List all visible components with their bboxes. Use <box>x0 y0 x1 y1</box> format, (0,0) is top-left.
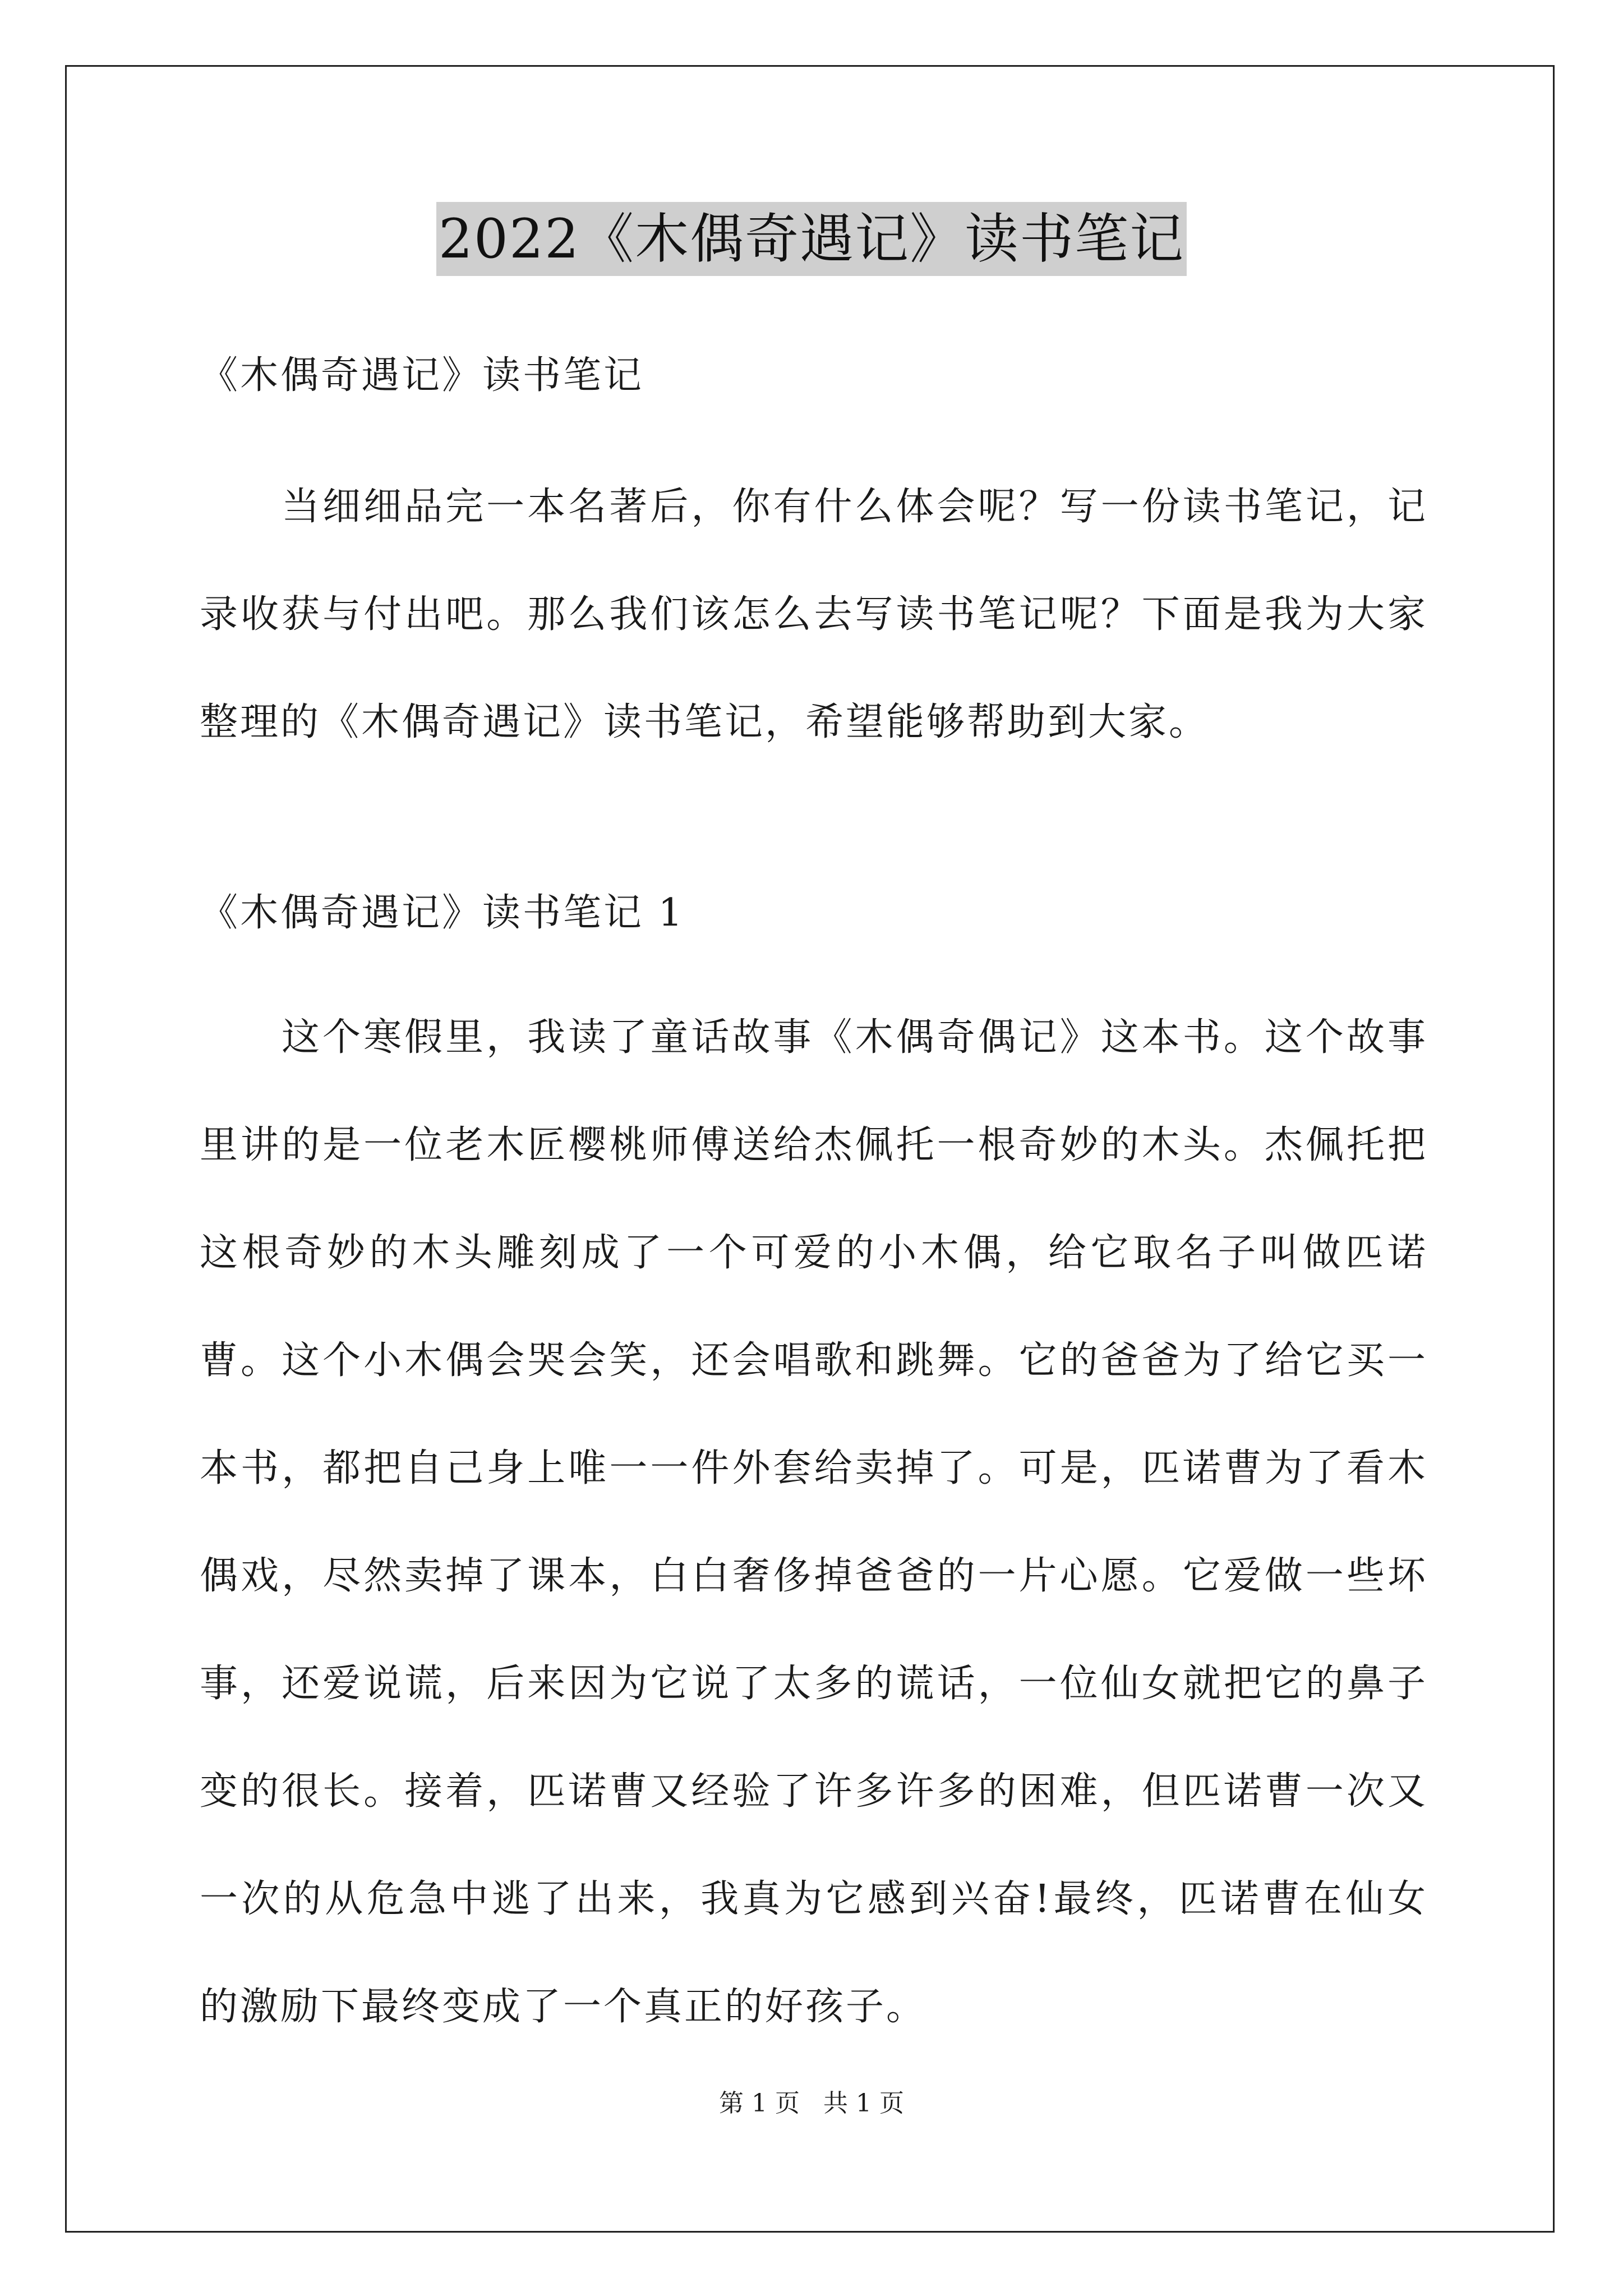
page-number-current: 第 1 页 <box>719 2089 800 2118</box>
document-subtitle: 《木偶奇遇记》读书笔记 <box>200 353 644 398</box>
page-number-total: 共 1 页 <box>823 2089 904 2118</box>
page-footer <box>0 2087 1623 2120</box>
document-title: 2022《木偶奇遇记》读书笔记 <box>436 202 1187 276</box>
intro-paragraph: 当细细品完一本名著后，你有什么体会呢？写一份读书笔记，记录收获与付出吧。那么我们该怎么去写读书笔记呢？下面是我为大家整理的《木偶奇遇记》读书笔记，希望能够帮助到大家。 <box>200 485 1428 744</box>
story-paragraph: 这个寒假里，我读了童话故事《木偶奇偶记》这本书。这个故事里讲的是一位老木匠樱桃师傅送给杰佩托一根奇妙的木头。杰佩托把这根奇妙的木头雕刻成了一个可爱的小木偶，给它取名子叫做匹诺曹。这个小木偶会哭会笑，还会唱歌和跳舞。它的爸爸为了给它买一本书，都把自己身上唯一一件外套给卖掉了。可是，匹诺曹为了看木偶戏，尽然卖掉了课本，白白奢侈掉爸爸的一片心愿。它爱做一些坏事，还爱说谎，后来因为它说了太多的谎话，一位仙女就把它的鼻子变的很长。接着，匹诺曹又经验了许多许多的困难，但匹诺曹一次又一次的从危急中逃了出来，我真为它感到兴奋!最终，匹诺曹在仙女的激励下最终变成了一个真正的好孩子。 <box>200 1015 1428 2029</box>
section-heading: 《木偶奇遇记》读书笔记 1 <box>200 891 685 935</box>
title-container <box>0 202 1623 276</box>
